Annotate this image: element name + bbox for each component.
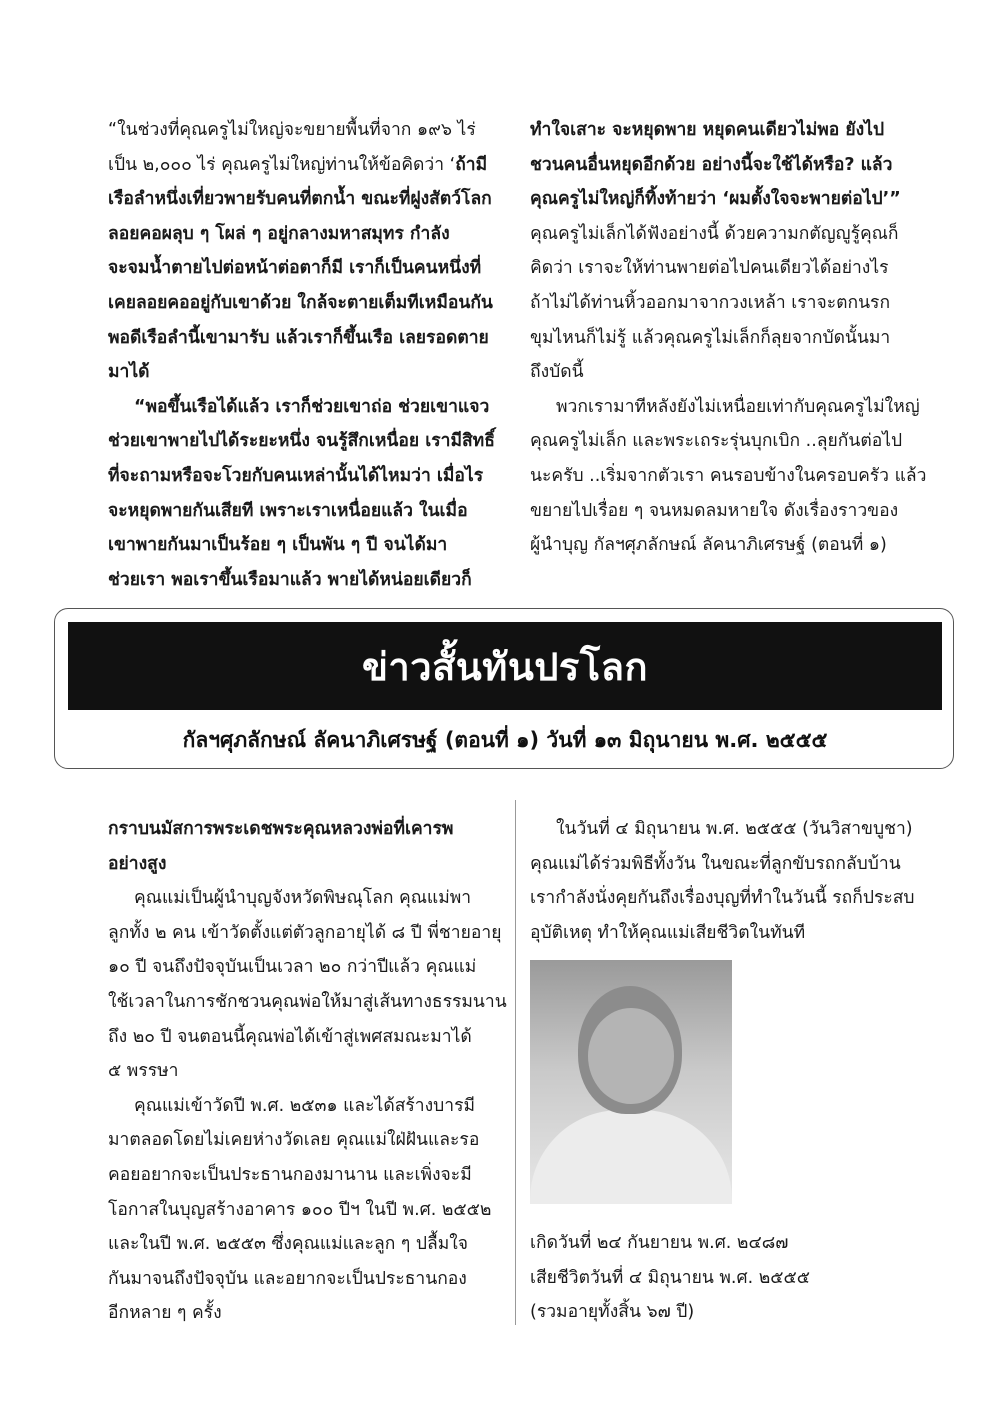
text-line bbox=[108, 286, 500, 321]
text-line bbox=[108, 528, 500, 563]
text-segment: ในวันที่ ๔ มิถุนายน พ.ศ. ๒๕๕๕ (วันวิสาขบูชา) bbox=[556, 819, 913, 839]
text-segment: ถ้าไม่ได้ท่านหิ้วออกมาจากวงเหล้า เราจะตกนรก bbox=[530, 292, 891, 313]
text-line bbox=[108, 563, 500, 598]
bold-text: มาได้ bbox=[108, 362, 150, 383]
text-segment: ๕ พรรษา bbox=[108, 1061, 179, 1082]
text-line bbox=[530, 528, 922, 563]
bold-text: เรือลำหนึ่งเที่ยวพายรับคนที่ตกน้ำ ขณะที่ฝูงสัตว์โลก bbox=[108, 189, 492, 210]
text-line bbox=[108, 459, 500, 494]
text-line bbox=[530, 251, 922, 286]
text-line bbox=[530, 494, 922, 529]
text-line bbox=[108, 950, 500, 985]
photo-face-shape bbox=[588, 1008, 674, 1104]
text-line bbox=[108, 881, 500, 916]
text-line bbox=[530, 148, 922, 183]
portrait-photo bbox=[530, 960, 732, 1204]
text-line bbox=[108, 390, 500, 425]
paragraph bbox=[108, 1089, 500, 1331]
photo-caption bbox=[530, 1226, 922, 1330]
text-segment: ถึง ๒๐ ปี จนตอนนี้คุณพ่อได้เข้าสู่เพศสมณะมาได้ bbox=[108, 1026, 472, 1047]
text-line bbox=[530, 217, 922, 252]
text-line bbox=[108, 1054, 500, 1089]
bold-text: ที่จะถามหรือจะโวยกับคนเหล่านั้นได้ไหมว่า เมื่อไร bbox=[108, 465, 484, 486]
text-segment: ขุมไหนก็ไม่รู้ แล้วคุณครูไม่เล็กก็ลุยจากบัดนั้นมา bbox=[530, 327, 891, 348]
text-line bbox=[108, 182, 500, 217]
bold-text: คุณครูไม่ใหญ่ก็ทิ้งท้ายว่า ‘ผมตั้งใจจะพายต่อไป’” bbox=[530, 189, 901, 210]
text-segment: ขยายไปเรื่อย ๆ จนหมดลมหายใจ ดังเรื่องราวของ bbox=[530, 500, 899, 521]
text-segment: ลูกทั้ง ๒ คน เข้าวัดตั้งแต่ตัวลูกอายุได้ ๘ ปี พี่ชายอายุ bbox=[108, 922, 502, 943]
text-line bbox=[108, 916, 500, 951]
text-line bbox=[108, 1020, 500, 1055]
text-segment: คุณแม่เข้าวัดปี พ.ศ. ๒๕๓๑ และได้สร้างบารมี bbox=[134, 1095, 476, 1116]
text-line bbox=[108, 148, 500, 183]
text-segment: “ในช่วงที่คุณครูไม่ใหญ่จะขยายพื้นที่จาก ๑๙๖ ไร่ bbox=[108, 120, 476, 140]
text-line bbox=[530, 916, 922, 951]
paragraph bbox=[108, 812, 500, 881]
bold-text: ทำใจเสาะ จะหยุดพาย หยุดคนเดียวไม่พอ ยังไป bbox=[530, 120, 885, 140]
top-left-column bbox=[108, 113, 500, 597]
text-line bbox=[108, 251, 500, 286]
bold-text: อย่างสูง bbox=[108, 853, 167, 874]
text-line bbox=[108, 1227, 500, 1262]
text-segment: ๑๐ ปี จนถึงปัจจุบันเป็นเวลา ๒๐ กว่าปีแล้ว คุณแม่ bbox=[108, 957, 477, 978]
text-line bbox=[108, 1089, 500, 1124]
text-line bbox=[530, 881, 922, 916]
caption-line: (รวมอายุทั้งสิ้น ๖๗ ปี) bbox=[530, 1302, 695, 1323]
text-line bbox=[108, 1296, 500, 1331]
paragraph bbox=[530, 113, 922, 390]
text-line bbox=[108, 1158, 500, 1193]
text-segment: คุณแม่ได้ร่วมพิธีทั้งวัน ในขณะที่ลูกขับรถกลับบ้าน bbox=[530, 853, 901, 874]
bold-text: เคยลอยคออยู่กับเขาด้วย ใกล้จะตายเต็มทีเหมือนกัน bbox=[108, 292, 493, 313]
text-line bbox=[108, 847, 500, 882]
text-segment: คุณครูไม่เล็กได้ฟังอย่างนี้ ด้วยความกตัญญูรู้คุณก็ bbox=[530, 223, 899, 244]
text-line bbox=[108, 355, 500, 390]
text-segment: มาตลอดโดยไม่เคยห่างวัดเลย คุณแม่ใฝ่ฝันและรอ bbox=[108, 1130, 480, 1151]
banner-subtitle: กัลฯศุภลักษณ์ ลัคนาภิเศรษฐ์ (ตอนที่ ๑) วันที่ ๑๓ มิถุนายน พ.ศ. ๒๕๕๕ bbox=[182, 728, 828, 752]
paragraph bbox=[530, 390, 927, 563]
text-line bbox=[108, 812, 500, 847]
text-line bbox=[530, 355, 922, 390]
paragraph bbox=[530, 812, 922, 950]
bold-text: เขาพายกันมาเป็นร้อย ๆ เป็นพัน ๆ ปี จนได้มา bbox=[108, 535, 448, 556]
text-segment: เรากำลังนั่งคุยกันถึงเรื่องบุญที่ทำในวันนี้ รถก็ประสบ bbox=[530, 888, 915, 909]
text-line bbox=[530, 812, 922, 847]
column-divider bbox=[515, 800, 516, 1325]
text-line bbox=[108, 1193, 500, 1228]
bold-text: ชวนคนอื่นหยุดอีกด้วย อย่างนี้จะใช้ได้หรือ? แล้ว bbox=[530, 154, 893, 175]
text-line bbox=[108, 113, 500, 148]
text-segment: พวกเรามาทีหลังยังไม่เหนื่อยเท่ากับคุณครูไม่ใหญ่ bbox=[556, 396, 920, 417]
caption-line: เกิดวันที่ ๒๔ กันยายน พ.ศ. ๒๔๘๗ bbox=[530, 1233, 789, 1253]
paragraph bbox=[108, 390, 500, 598]
text-segment: เป็น ๒,๐๐๐ ไร่ คุณครูไม่ใหญ่ท่านให้ข้อคิดว่า ‘ bbox=[108, 154, 456, 175]
bold-text: ลอยคอผลุบ ๆ โผล่ ๆ อยู่กลางมหาสมุทร กำลัง bbox=[108, 223, 450, 244]
text-segment: นะครับ ..เริ่มจากตัวเรา คนรอบข้างในครอบครัว แล้ว bbox=[530, 465, 927, 486]
text-line bbox=[108, 1262, 500, 1297]
text-line bbox=[108, 424, 500, 459]
text-segment: คอยอยากจะเป็นประธานกองมานาน และเพิ่งจะมี bbox=[108, 1164, 472, 1185]
text-segment: ผู้นำบุญ กัลฯศุภลักษณ์ ลัคนาภิเศรษฐ์ (ตอนที่ ๑) bbox=[530, 535, 887, 556]
bold-text: ถ้ามี bbox=[455, 154, 488, 175]
bold-text: กราบนมัสการพระเดชพระคุณหลวงพ่อที่เคารพ bbox=[108, 819, 454, 839]
bold-text: “พอขึ้นเรือได้แล้ว เราก็ช่วยเขาถ่อ ช่วยเขาแจว bbox=[134, 396, 490, 417]
text-line bbox=[108, 1123, 500, 1158]
banner-title: ข่าวสั้นทันปรโลก bbox=[361, 644, 649, 689]
bold-text: จะหยุดพายกันเสียที เพราะเราเหนื่อยแล้ว ในเมื่อ bbox=[108, 500, 468, 521]
text-line bbox=[108, 494, 500, 529]
paragraph bbox=[108, 113, 500, 390]
text-segment: อีกหลาย ๆ ครั้ง bbox=[108, 1303, 222, 1324]
text-line bbox=[530, 321, 922, 356]
text-line bbox=[530, 113, 922, 148]
text-line bbox=[108, 321, 500, 356]
text-segment: คุณแม่เป็นผู้นำบุญจังหวัดพิษณุโลก คุณแม่พา bbox=[134, 888, 472, 909]
text-line bbox=[530, 286, 922, 321]
text-line bbox=[530, 459, 927, 494]
bottom-left-column bbox=[108, 812, 507, 1331]
bold-text: พอดีเรือลำนี้เขามารับ แล้วเราก็ขึ้นเรือ เลยรอดตาย bbox=[108, 327, 489, 348]
text-segment: ใช้เวลาในการชักชวนคุณพ่อให้มาสู่เส้นทางธรรมนาน bbox=[108, 991, 507, 1012]
text-line bbox=[530, 390, 922, 425]
photo-body-shape bbox=[530, 1110, 732, 1204]
caption-line: เสียชีวิตวันที่ ๔ มิถุนายน พ.ศ. ๒๕๕๕ bbox=[530, 1267, 810, 1288]
top-right-column bbox=[530, 113, 927, 563]
bold-text: จะจมน้ำตายไปต่อหน้าต่อตาก็มี เราก็เป็นคนหนึ่งที่ bbox=[108, 258, 482, 279]
text-segment: กันมาจนถึงปัจจุบัน และอยากจะเป็นประธานกอง bbox=[108, 1268, 467, 1289]
text-segment: คิดว่า เราจะให้ท่านพายต่อไปคนเดียวได้อย่างไร bbox=[530, 258, 889, 279]
text-segment: อุบัติเหตุ ทำให้คุณแม่เสียชีวิตในทันที bbox=[530, 922, 806, 943]
text-segment: โอกาสในบุญสร้างอาคาร ๑๐๐ ปีฯ ในปี พ.ศ. ๒๕๕๒ bbox=[108, 1199, 492, 1220]
text-line bbox=[108, 217, 500, 252]
text-segment: ถึงบัดนี้ bbox=[530, 362, 584, 383]
text-segment: คุณครูไม่เล็ก และพระเถระรุ่นบุกเบิก ..ลุยกันต่อไป bbox=[530, 431, 903, 452]
text-line bbox=[530, 847, 922, 882]
text-line bbox=[530, 182, 922, 217]
text-segment: และในปี พ.ศ. ๒๕๕๓ ซึ่งคุณแม่และลูก ๆ ปลื้มใจ bbox=[108, 1234, 469, 1255]
bold-text: ช่วยเขาพายไปได้ระยะหนึ่ง จนรู้สึกเหนื่อย เรามีสิทธิ์ bbox=[108, 431, 495, 452]
text-line bbox=[530, 424, 922, 459]
bottom-right-column bbox=[530, 812, 922, 950]
text-line bbox=[108, 985, 507, 1020]
bold-text: ช่วยเรา พอเราขึ้นเรือมาแล้ว พายได้หน่อยเดียวก็ bbox=[108, 569, 472, 590]
paragraph bbox=[108, 881, 507, 1089]
